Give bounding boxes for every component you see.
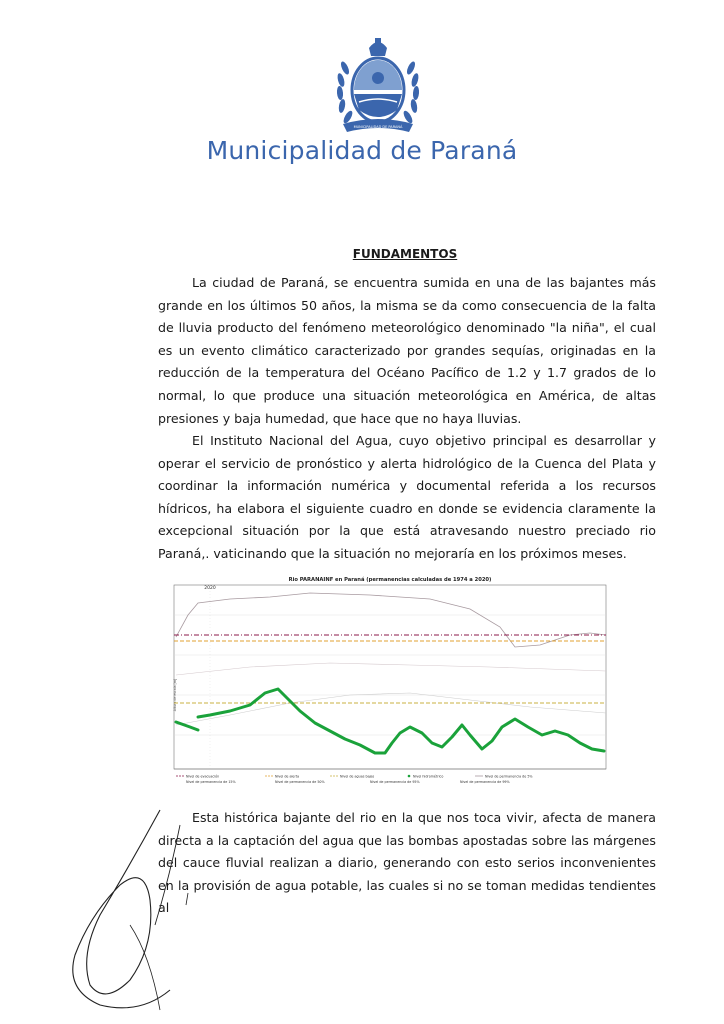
chart-year-label: 2020 (204, 586, 216, 591)
paragraph-2 (158, 430, 656, 566)
paragraph-2-text: El Instituto Nacional del Agua, cuyo objetivo principal es desarrollar y operar el servicio de pronóstico y alerta hidrológico de la Cuenca del Plata y coordinar la información numérica y documental referida a los recursos hídricos, ha elabora el siguiente cuadro en donde se evidencia claramente la excepcional situación por la que está atravesando nuestro preciado rio Paraná,. vaticinando que la situación no mejoraría en los próximos meses. (158, 433, 656, 561)
river-level-chart (170, 575, 610, 793)
chart-plot-area (174, 585, 606, 769)
paragraph-3 (158, 807, 656, 920)
paragraph-1-text: La ciudad de Paraná, se encuentra sumida en una de las bajantes más grande en los últimos 50 años, la misma se da como consecuencia de la falta de lluvia producto del fenómeno meteorológico denominado "la niña", el cual es un evento climático caracterizado por grandes sequías, originadas en la reducción de la temperatura del Océano Pacífico de 1.2 y 1.7 grados de lo normal, lo que produce una situación meteorológica en América, de altas presiones y baja humedad, que hace que no haya lluvias. (158, 275, 656, 426)
legend-item-perm-15: Nivel de permanencia de 15% (186, 780, 236, 784)
legend-item-perm-50: Nivel de permanencia de 50% (275, 780, 325, 784)
handwritten-signature (60, 805, 210, 1015)
legend-item-hidrometrico: Nivel hidrométrico (413, 774, 444, 779)
chart-title: Rio PARANAINF en Paraná (permanencias calculadas de 1974 a 2020) (288, 577, 492, 583)
paragraph-1 (158, 272, 656, 430)
legend-item-evacuacion: Nivel de evacuación (186, 774, 220, 779)
chart-legend (176, 775, 533, 785)
chart-y-axis-label: Altura de escala [m] (173, 678, 177, 712)
municipal-seal-logo (331, 38, 425, 136)
paragraph-3-text: Esta histórica bajante del rio en la que nos toca vivir, afecta de manera directa a la captación del agua que las bombas apostadas sobre las márgenes del cauce fluvial realizan a diario, generando con esto serios inconvenientes en la provisión de agua potable, las cuales si no se toman medidas tendientes al (158, 810, 656, 916)
legend-item-alerta: Nivel de alerta (275, 774, 300, 779)
legend-item-perm-99: Nivel de permanencia de 99% (460, 780, 510, 784)
section-heading: FUNDAMENTOS (352, 247, 458, 261)
legend-item-perm-5: Nivel de permanencia de 5% (485, 774, 533, 779)
legend-item-aguas-bajas: Nivel de aguas bajas (340, 774, 375, 779)
seal-ribbon-text: MUNICIPALIDAD DE PARANÁ (353, 125, 403, 129)
page-title: Municipalidad de Paraná (206, 136, 518, 165)
legend-item-perm-95: Nivel de permanencia de 95% (370, 780, 420, 784)
